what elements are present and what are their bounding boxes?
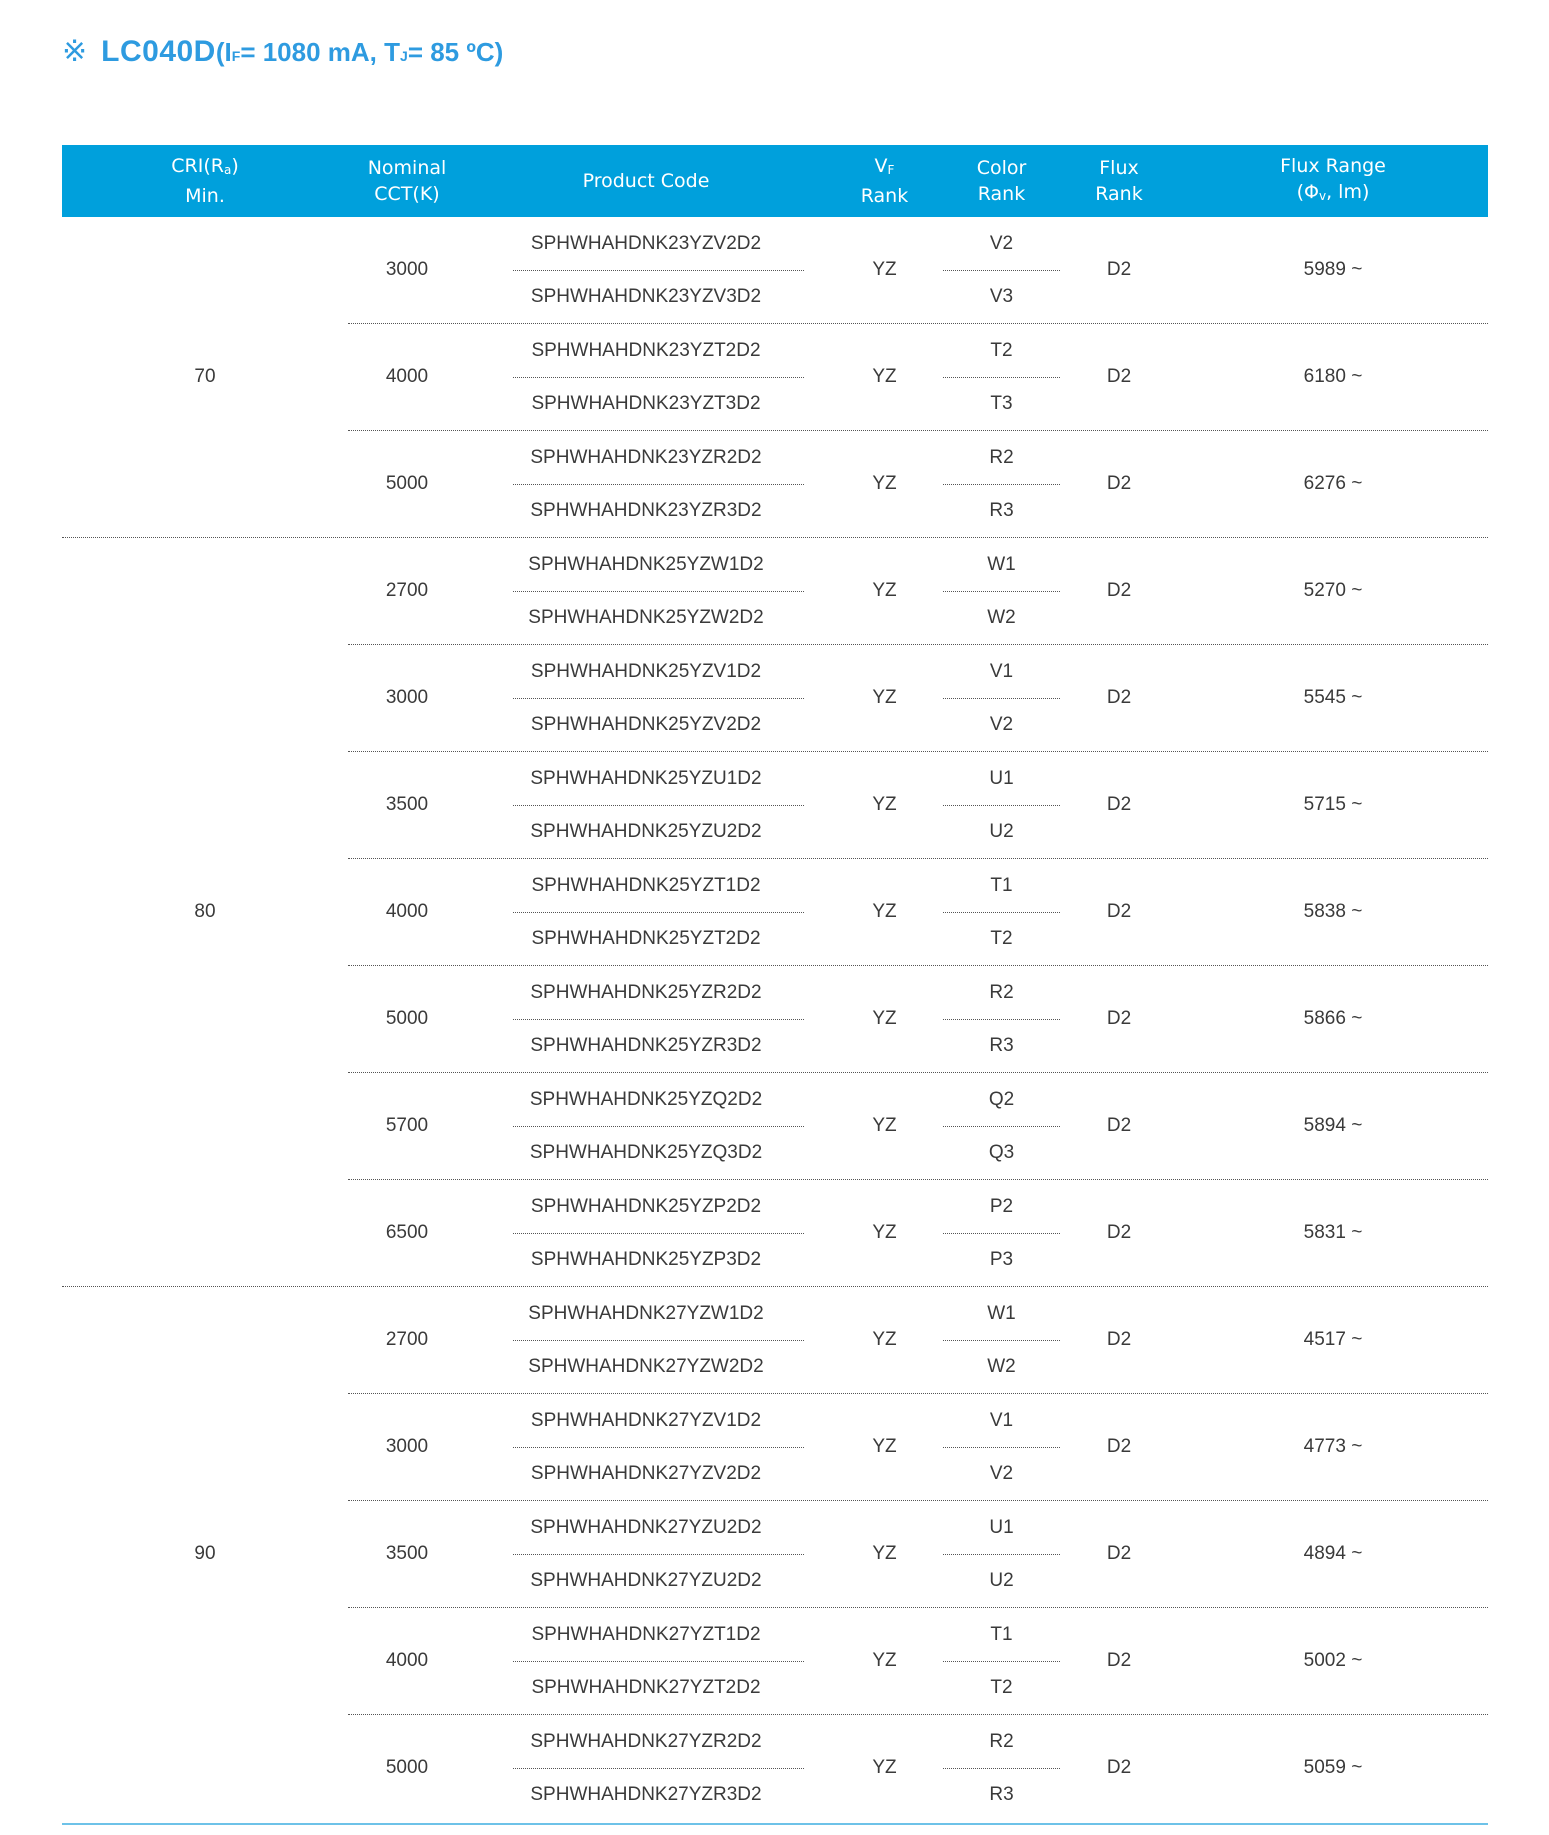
dotted-divider [513,270,804,271]
header-range-phi: (Φ [1296,181,1319,203]
vf-rank: YZ [872,1543,897,1564]
color-rank: V2 [989,1462,1014,1484]
cct-value: 4000 [385,366,429,387]
dotted-divider [513,1233,804,1234]
vf-rank: YZ [872,1329,897,1350]
flux-range: 5866 ~ [1303,1008,1363,1029]
dotted-divider [513,1019,804,1020]
dotted-divider [943,1447,1060,1448]
product-code: SPHWHAHDNK25YZQ3D2 [529,1141,763,1163]
table-row [348,1393,1488,1500]
product-code: SPHWHAHDNK25YZR3D2 [530,1034,762,1056]
header-cri-close: ) [231,155,239,177]
product-code: SPHWHAHDNK25YZW2D2 [528,606,764,628]
dotted-divider [513,1447,804,1448]
color-rank: R3 [989,1783,1014,1805]
color-rank-pair [943,1608,1060,1714]
vf-rank: YZ [872,794,897,815]
dotted-divider [943,1126,1060,1127]
cri-value: 80 [194,901,216,922]
dotted-divider [513,1340,804,1341]
flux-range: 6276 ~ [1303,473,1363,494]
product-code-pair [466,431,826,537]
product-code-pair [466,324,826,430]
reference-mark-icon: ※ [62,35,88,68]
flux-range: 5545 ~ [1303,687,1363,708]
table-row [348,1287,1488,1393]
header-cct-line1: Nominal [367,157,447,179]
vf-rank: YZ [872,901,897,922]
flux-rank: D2 [1106,1008,1132,1029]
header-range-line1: Flux Range [1280,155,1386,177]
header-color-line1: Color [976,157,1027,179]
condition-mid: = 1080 mA, T [240,37,401,67]
product-code-pair [466,966,826,1072]
product-code: SPHWHAHDNK27YZV1D2 [530,1409,762,1431]
flux-range: 5894 ~ [1303,1115,1363,1136]
color-rank: T2 [990,927,1013,949]
header-flux-rank [1060,145,1178,217]
flux-rank: D2 [1106,1329,1132,1350]
dotted-divider [943,1768,1060,1769]
cct-value: 3000 [385,259,429,280]
flux-rank: D2 [1106,1757,1132,1778]
cct-value: 3000 [385,1436,429,1457]
condition-suffix: = 85 ºC) [407,37,504,67]
product-code: SPHWHAHDNK25YZP2D2 [530,1195,762,1217]
table-bottom-rule [62,1823,1488,1825]
table-body [62,217,1488,1821]
product-code: SPHWHAHDNK25YZV2D2 [530,713,762,735]
color-rank-pair [943,1073,1060,1179]
product-code-pair [466,1287,826,1393]
header-flux-range [1178,145,1488,217]
flux-rank: D2 [1106,580,1132,601]
color-rank: V2 [989,232,1014,254]
color-rank-pair [943,431,1060,537]
flux-rank: D2 [1106,901,1132,922]
color-rank: W1 [987,553,1016,575]
header-range-subscript: v [1318,189,1327,203]
color-rank: P2 [989,1195,1014,1217]
table-row [348,1072,1488,1179]
product-code: SPHWHAHDNK27YZT1D2 [531,1623,761,1645]
table-row [348,1714,1488,1821]
header-code-label: Product Code [582,170,710,192]
color-rank: Q2 [988,1088,1015,1110]
table-row [348,644,1488,751]
vf-rank: YZ [872,687,897,708]
header-cct [348,145,466,217]
header-vf-rank [826,145,943,217]
cct-value: 3500 [385,1543,429,1564]
flux-range: 4517 ~ [1303,1329,1363,1350]
header-product-code [466,145,826,217]
color-rank: T2 [990,1676,1013,1698]
color-rank-pair [943,1287,1060,1393]
dotted-divider [513,698,804,699]
page-title [62,34,503,74]
vf-rank: YZ [872,259,897,280]
cct-value: 3500 [385,794,429,815]
header-color-rank [943,145,1060,217]
dotted-divider [943,1019,1060,1020]
flux-range: 5002 ~ [1303,1650,1363,1671]
dotted-divider [513,1554,804,1555]
flux-rank: D2 [1106,473,1132,494]
dotted-divider [943,805,1060,806]
table-row [348,1607,1488,1714]
color-rank-pair [943,1501,1060,1607]
cct-value: 4000 [385,901,429,922]
table-row [348,858,1488,965]
cri-group [62,537,1488,1286]
color-rank-pair [943,538,1060,644]
color-rank: W2 [987,1355,1016,1377]
dotted-divider [943,1661,1060,1662]
product-code-pair [466,1180,826,1286]
header-vf-rank-label: Rank [860,185,909,207]
dotted-divider [943,912,1060,913]
product-code: SPHWHAHDNK27YZU2D2 [530,1569,762,1591]
flux-range: 6180 ~ [1303,366,1363,387]
flux-range: 5270 ~ [1303,580,1363,601]
table-row [348,1179,1488,1286]
color-rank-pair [943,324,1060,430]
flux-range: 4773 ~ [1303,1436,1363,1457]
dotted-divider [943,484,1060,485]
table-row [348,538,1488,644]
product-code: SPHWHAHDNK25YZT2D2 [531,927,761,949]
dotted-divider [943,1340,1060,1341]
vf-rank: YZ [872,580,897,601]
product-code-pair [466,217,826,323]
vf-rank: YZ [872,1115,897,1136]
product-code: SPHWHAHDNK25YZP3D2 [530,1248,762,1270]
cct-value: 2700 [385,580,429,601]
header-vf-subscript: F [887,163,895,177]
dotted-divider [943,591,1060,592]
flux-rank: D2 [1106,1650,1132,1671]
table-row [348,751,1488,858]
product-code-pair [466,1073,826,1179]
dotted-divider [943,377,1060,378]
product-code: SPHWHAHDNK27YZW1D2 [528,1302,764,1324]
dotted-divider [513,805,804,806]
color-rank: T3 [990,392,1013,414]
table-row [348,323,1488,430]
cct-value: 5000 [385,473,429,494]
cri-group [62,1286,1488,1821]
product-code: SPHWHAHDNK23YZV3D2 [530,285,762,307]
color-rank-pair [943,645,1060,751]
color-rank: R2 [989,981,1014,1003]
product-code-pair [466,1394,826,1500]
vf-rank: YZ [872,1008,897,1029]
cct-value: 4000 [385,1650,429,1671]
color-rank: W2 [987,606,1016,628]
dotted-divider [943,698,1060,699]
product-code: SPHWHAHDNK25YZW1D2 [528,553,764,575]
table-row [348,430,1488,537]
dotted-divider [943,1233,1060,1234]
dotted-divider [943,1554,1060,1555]
color-rank-pair [943,1394,1060,1500]
product-code: SPHWHAHDNK27YZR3D2 [530,1783,762,1805]
product-code: SPHWHAHDNK23YZT3D2 [531,392,761,414]
flux-range: 5059 ~ [1303,1757,1363,1778]
color-rank: R3 [989,1034,1014,1056]
color-rank: U2 [989,820,1014,842]
product-code: SPHWHAHDNK23YZR2D2 [530,446,762,468]
color-rank: P3 [989,1248,1014,1270]
condition-if-subscript: F [231,48,241,64]
vf-rank: YZ [872,473,897,494]
product-code-pair [466,645,826,751]
color-rank-pair [943,217,1060,323]
model-name: LC040D [101,35,216,68]
dotted-divider [513,1126,804,1127]
dotted-divider [513,484,804,485]
table-header [62,145,1488,217]
product-code: SPHWHAHDNK27YZT2D2 [531,1676,761,1698]
table-row [348,1500,1488,1607]
vf-rank: YZ [872,1757,897,1778]
color-rank: T1 [990,1623,1013,1645]
color-rank-pair [943,859,1060,965]
flux-range: 5715 ~ [1303,794,1363,815]
color-rank: U1 [989,1516,1014,1538]
cct-value: 5700 [385,1115,429,1136]
header-cri-min: Min. [185,185,225,207]
vf-rank: YZ [872,366,897,387]
product-code-pair [466,859,826,965]
flux-rank: D2 [1106,687,1132,708]
header-flux-line1: Flux [1099,157,1139,179]
header-flux-line2: Rank [1095,183,1143,205]
flux-rank: D2 [1106,259,1132,280]
product-code: SPHWHAHDNK25YZQ2D2 [529,1088,763,1110]
dotted-divider [513,912,804,913]
product-code: SPHWHAHDNK23YZT2D2 [531,339,761,361]
flux-rank: D2 [1106,1436,1132,1457]
product-code: SPHWHAHDNK23YZV2D2 [530,232,762,254]
flux-range: 4894 ~ [1303,1543,1363,1564]
header-cri [62,145,348,217]
color-rank-pair [943,1180,1060,1286]
product-code: SPHWHAHDNK25YZU1D2 [530,767,762,789]
product-code-pair [466,1715,826,1821]
color-rank: V1 [989,1409,1014,1431]
flux-rank: D2 [1106,366,1132,387]
vf-rank: YZ [872,1436,897,1457]
vf-rank: YZ [872,1650,897,1671]
cct-value: 5000 [385,1757,429,1778]
product-code: SPHWHAHDNK27YZU2D2 [530,1516,762,1538]
color-rank: R2 [989,446,1014,468]
color-rank: T1 [990,874,1013,896]
color-rank: R3 [989,499,1014,521]
product-code-pair [466,752,826,858]
product-code: SPHWHAHDNK23YZR3D2 [530,499,762,521]
flux-rank: D2 [1106,1543,1132,1564]
color-rank: U2 [989,1569,1014,1591]
color-rank: W1 [987,1302,1016,1324]
cct-value: 5000 [385,1008,429,1029]
product-code: SPHWHAHDNK25YZR2D2 [530,981,762,1003]
condition-prefix: (I [215,37,232,67]
vf-rank: YZ [872,1222,897,1243]
product-code-pair [466,538,826,644]
cct-value: 6500 [385,1222,429,1243]
dotted-divider [513,377,804,378]
condition-tj-subscript: J [400,48,408,64]
header-cri-subscript: a [223,163,232,177]
dotted-divider [943,270,1060,271]
flux-range: 5838 ~ [1303,901,1363,922]
cct-value: 3000 [385,687,429,708]
dotted-divider [513,1661,804,1662]
color-rank: R2 [989,1730,1014,1752]
header-cct-line2: CCT(K) [374,183,440,205]
flux-range: 5831 ~ [1303,1222,1363,1243]
flux-range: 5989 ~ [1303,259,1363,280]
color-rank: V3 [989,285,1014,307]
color-rank-pair [943,966,1060,1072]
product-code: SPHWHAHDNK27YZW2D2 [528,1355,764,1377]
cri-value: 70 [194,366,216,387]
header-vf-label: V [874,155,888,177]
flux-rank: D2 [1106,1222,1132,1243]
header-range-unit: , lm) [1326,181,1370,203]
table-row [348,965,1488,1072]
product-code-pair [466,1608,826,1714]
color-rank-pair [943,1715,1060,1821]
product-code: SPHWHAHDNK25YZT1D2 [531,874,761,896]
product-code: SPHWHAHDNK25YZV1D2 [530,660,762,682]
dotted-divider [513,1768,804,1769]
flux-rank: D2 [1106,794,1132,815]
color-rank: V2 [989,713,1014,735]
product-table [62,145,1488,1821]
cri-value: 90 [194,1543,216,1564]
table-row [348,217,1488,323]
cri-group [62,217,1488,537]
cct-value: 2700 [385,1329,429,1350]
color-rank-pair [943,752,1060,858]
product-code: SPHWHAHDNK27YZR2D2 [530,1730,762,1752]
header-cri-label: CRI(R [171,155,224,177]
color-rank: V1 [989,660,1014,682]
product-code-pair [466,1501,826,1607]
flux-rank: D2 [1106,1115,1132,1136]
product-code: SPHWHAHDNK27YZV2D2 [530,1462,762,1484]
color-rank: T2 [990,339,1013,361]
color-rank: Q3 [988,1141,1015,1163]
product-code: SPHWHAHDNK25YZU2D2 [530,820,762,842]
color-rank: U1 [989,767,1014,789]
dotted-divider [513,591,804,592]
header-color-line2: Rank [977,183,1026,205]
